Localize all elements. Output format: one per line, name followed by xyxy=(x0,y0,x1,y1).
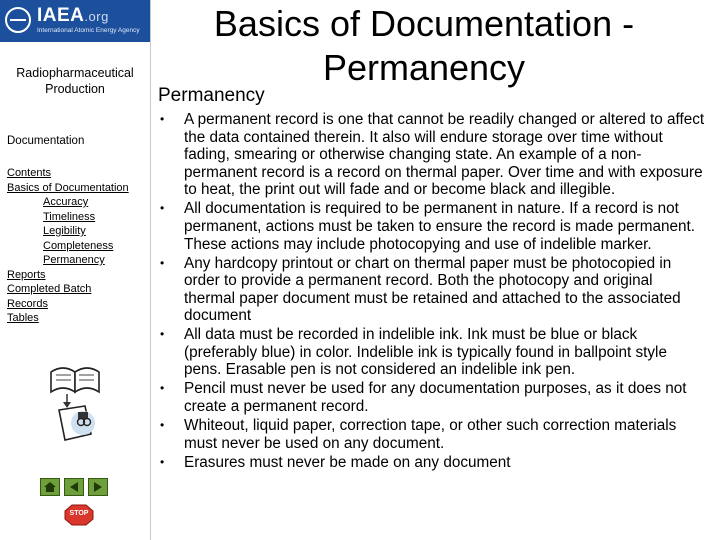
nav-link-timeliness[interactable]: Timeliness xyxy=(43,210,96,223)
book-and-document-icon xyxy=(45,360,105,445)
nav-link-permanency[interactable]: Permanency xyxy=(43,254,105,266)
logo-subtitle: International Atomic Energy Agency xyxy=(37,27,140,34)
bullet-item xyxy=(160,111,705,199)
bullet-item xyxy=(160,255,705,325)
bullet-dot-icon: • xyxy=(160,418,165,433)
nav-link-completed-batch[interactable]: Completed Batch xyxy=(7,283,92,295)
bullet-item xyxy=(160,454,705,472)
bullet-text: All data must be recorded in indelible ink. Ink must be blue or black (preferably blue) in color. Indelible ink is typically found in ballpoint style pens. Erasable pen is not considered an indelible ink pen. xyxy=(184,326,667,379)
bullet-text: All documentation is required to be permanent in nature. If a record is not permanent, actions must be taken to ensure the record is made permanent. These actions may include photocopying and use of indelible marker. xyxy=(184,200,696,253)
slide-title: Basics of Documentation - Permanency xyxy=(213,3,635,88)
bullet-text: Pencil must never be used for any documentation purposes, as it does not create a permanent record. xyxy=(184,380,687,416)
logo-org: .org xyxy=(84,9,109,24)
bullet-dot-icon: • xyxy=(160,327,165,342)
stop-button[interactable] xyxy=(64,504,94,526)
nav-link-legibility[interactable]: Legibility xyxy=(43,225,86,237)
nav-link-records[interactable]: Records xyxy=(7,297,48,310)
bullet-dot-icon: • xyxy=(160,454,165,469)
previous-button[interactable] xyxy=(64,478,84,496)
iaea-logo[interactable] xyxy=(0,0,150,42)
sidebar-title: Radiopharmaceutical Production xyxy=(16,66,134,96)
nav-link-completeness[interactable]: Completeness xyxy=(43,239,114,252)
arrow-left-icon xyxy=(65,479,83,495)
nav-link-tables[interactable]: Tables xyxy=(7,312,39,324)
sidebar-nav xyxy=(7,166,147,326)
bullet-text: Whiteout, liquid paper, correction tape, or other such correction materials must never be used on any document. xyxy=(184,417,677,452)
bullet-dot-icon: • xyxy=(160,381,165,396)
nav-link-basics-of-documentation[interactable]: Basics of Documentation xyxy=(7,181,129,194)
bullet-item xyxy=(160,200,705,253)
bullet-text: Any hardcopy printout or chart on thermal paper must be photocopied in order to provide a permanent record. Both the photocopy and original thermal paper document must be retained and attached to the associated document xyxy=(184,254,681,325)
bullet-item xyxy=(160,380,705,415)
bullet-dot-icon: • xyxy=(160,201,165,216)
bullet-item xyxy=(160,326,705,379)
sidebar xyxy=(0,0,151,540)
nav-link-accuracy[interactable]: Accuracy xyxy=(43,196,89,208)
logo-name: IAEA xyxy=(37,5,85,26)
home-icon xyxy=(41,479,59,495)
bullet-item xyxy=(160,417,705,452)
atom-icon xyxy=(5,7,31,33)
bullet-dot-icon: • xyxy=(160,112,165,126)
stop-label: STOP xyxy=(69,510,89,517)
next-button[interactable] xyxy=(88,478,108,496)
nav-link-reports[interactable]: Reports xyxy=(7,268,46,281)
sidebar-section-heading: Documentation xyxy=(7,135,85,147)
bullet-dot-icon: • xyxy=(160,255,165,270)
bullet-list xyxy=(160,111,705,473)
nav-link-contents[interactable]: Contents xyxy=(7,167,52,179)
home-button[interactable] xyxy=(40,478,60,496)
arrow-right-icon xyxy=(89,479,107,495)
slide-subtitle: Permanency xyxy=(158,85,265,106)
bullet-text: A permanent record is one that cannot be readily changed or altered to affect the data contained therein. It also will endure storage over time without fading, smearing or otherwise changing state. An example of a non-permanent record is a record on thermal paper. Over time and with exposure to heat, the print out will fade and or become black and illegible. xyxy=(184,111,705,199)
bullet-text: Erasures must never be made on any document xyxy=(184,453,511,471)
